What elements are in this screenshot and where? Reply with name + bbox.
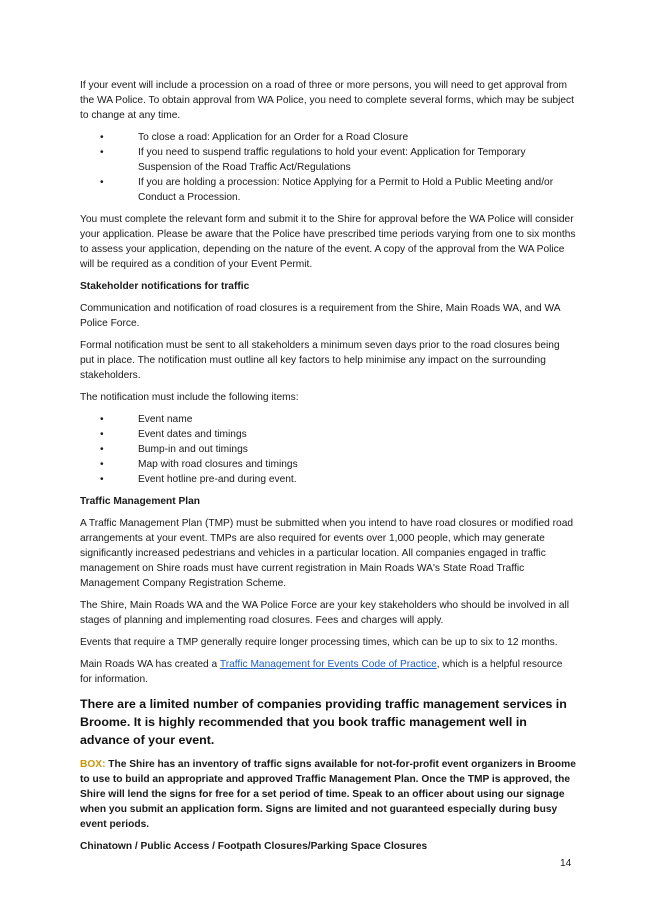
bullet-icon: • (100, 474, 104, 485)
stakeholder-heading: Stakeholder notifications for traffic (80, 281, 250, 292)
resource-paragraph: Main Roads WA has created a Traffic Management for Events Code of Practice, which is a helpful resource for information. (80, 659, 563, 685)
notification-items-list (80, 412, 576, 487)
box-paragraph (80, 757, 576, 832)
stakeholder-paragraph-2: Formal notification must be sent to all stakeholders a minimum seven days prior to the road closures being put in place. The notification must outline all key factors to help minimise any impact on the surrounding stakeholders. (80, 340, 560, 381)
bullet-icon: • (100, 132, 104, 143)
list-item: • If you are holding a procession: Notice Applying for a Permit to Hold a Public Meeting and/or Conduct a Procession. (100, 177, 554, 203)
tmp-paragraph-1: A Traffic Management Plan (TMP) must be submitted when you intend to have road closures or modified road arrangements at your event. TMPs are also required for events over 1,000 people, which may generate significantly increased pedestrians and vehicles in a particular location. All companies engaged in traffic management on Shire roads must have current registration in Main Roads WA's State Road Traffic Management Company Registration Scheme. (80, 518, 574, 589)
submit-paragraph: You must complete the relevant form and submit it to the Shire for approval before the WA Police will consider your application. Please be aware that the Police have prescribed time periods varying from one to six months to assess your application, depending on the nature of the event. A copy of the approval from the WA Police will be required as a condition of your Event Permit. (80, 214, 576, 270)
callout-text: There are a limited number of companies providing traffic management services in Broome. It is highly recommended that you book traffic management well in advance of your event. (80, 697, 567, 747)
closures-heading: Chinatown / Public Access / Footpath Closures/Parking Space Closures (80, 841, 428, 852)
list-item: • Event hotline pre-and during event. (100, 474, 297, 485)
list-item: • Event dates and timings (100, 429, 247, 440)
bullet-icon: • (100, 147, 104, 158)
tmp-paragraph-3: Events that require a TMP generally require longer processing times, which can be up to six to 12 months. (80, 637, 558, 648)
box-label: BOX: (80, 759, 106, 770)
bullet-icon: • (100, 414, 104, 425)
intro-paragraph: If your event will include a procession on a road of three or more persons, you will need to get approval from the WA Police. To obtain approval from WA Police, you need to complete several forms, which may be subject to change at any time. (80, 80, 574, 121)
list-item: • Bump-in and out timings (100, 444, 248, 455)
bullet-icon: • (100, 177, 104, 188)
list-item: • If you need to suspend traffic regulations to hold your event: Application for Temporary Suspension of the Road Traffic Act/Regulations (100, 147, 526, 173)
list-item: • To close a road: Application for an Order for a Road Closure (100, 132, 409, 143)
tmp-paragraph-2: The Shire, Main Roads WA and the WA Police Force are your key stakeholders who should be involved in all stages of planning and implementing road closures. Fees and charges will apply. (80, 600, 570, 626)
list-item: • Event name (100, 414, 193, 425)
box-text: The Shire has an inventory of traffic signs available for not-for-profit event organizers in Broome to use to build an appropriate and approved Traffic Management Plan. Once the TMP is approved, the Shire will lend the signs for free for a set period of time. Speak to an officer about using our signage when you submit an application form. Signs are limited and not guaranteed especially during busy event periods. (80, 759, 576, 830)
bullet-icon: • (100, 444, 104, 455)
bullet-icon: • (100, 459, 104, 470)
stakeholder-paragraph-1: Communication and notification of road closures is a requirement from the Shire, Main Roads WA, and WA Police Force. (80, 303, 560, 329)
code-of-practice-link[interactable]: Traffic Management for Events Code of Practice (219, 659, 437, 670)
police-forms-list (80, 130, 576, 205)
tmp-heading: Traffic Management Plan (80, 496, 201, 507)
document-page (80, 78, 576, 861)
bullet-icon: • (100, 429, 104, 440)
page-number: 14 (560, 858, 572, 869)
notification-intro: The notification must include the following items: (80, 392, 299, 403)
list-item: • Map with road closures and timings (100, 459, 298, 470)
